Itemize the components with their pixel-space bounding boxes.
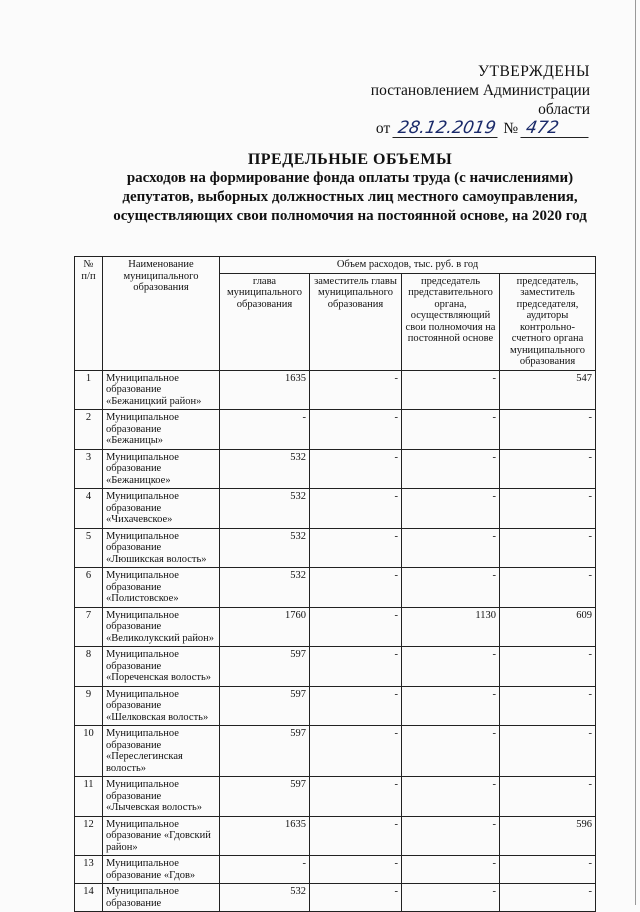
table-row xyxy=(75,449,596,489)
handwritten-number: 472 xyxy=(520,120,591,138)
row-audit-value: - xyxy=(500,528,596,568)
row-chairman-value: - xyxy=(402,686,500,726)
row-name: Муниципальное образование «Великолукский район» xyxy=(103,607,220,647)
row-head-value: 597 xyxy=(220,686,310,726)
row-name: Муниципальное образование «Полистовское» xyxy=(103,568,220,608)
row-audit-value: - xyxy=(500,686,596,726)
row-audit-value: - xyxy=(500,568,596,608)
row-chairman-value: - xyxy=(402,816,500,856)
row-name: Муниципальное образование «Люшикская волость» xyxy=(103,528,220,568)
row-audit-value: - xyxy=(500,489,596,529)
row-chairman-value: 1130 xyxy=(402,607,500,647)
row-number: 4 xyxy=(75,489,103,529)
row-head-value: 1635 xyxy=(220,816,310,856)
row-chairman-value: - xyxy=(402,528,500,568)
row-audit-value: 596 xyxy=(500,816,596,856)
row-deputy-value: - xyxy=(310,568,402,608)
row-number: 12 xyxy=(75,816,103,856)
title-line-2: расходов на формирование фонда оплаты труда (с начислениями) xyxy=(126,170,574,186)
row-audit-value: 609 xyxy=(500,607,596,647)
expenses-table xyxy=(74,256,596,912)
table-row xyxy=(75,607,596,647)
row-deputy-value: - xyxy=(310,528,402,568)
row-head-value: 532 xyxy=(220,884,310,912)
table-body xyxy=(75,370,596,912)
table-row xyxy=(75,726,596,777)
table-row xyxy=(75,884,596,912)
row-name: Муниципальное образование «Бежаницкий район» xyxy=(103,370,220,410)
row-deputy-value: - xyxy=(310,607,402,647)
document-title xyxy=(70,150,630,226)
row-head-value: 597 xyxy=(220,777,310,817)
row-head-value: - xyxy=(220,410,310,450)
row-head-value: - xyxy=(220,856,310,884)
row-chairman-value: - xyxy=(402,777,500,817)
row-deputy-value: - xyxy=(310,489,402,529)
row-number: 8 xyxy=(75,647,103,687)
row-head-value: 1760 xyxy=(220,607,310,647)
row-audit-value: - xyxy=(500,647,596,687)
from-label: от xyxy=(375,120,391,137)
table-row xyxy=(75,647,596,687)
row-number: 14 xyxy=(75,884,103,912)
row-number: 5 xyxy=(75,528,103,568)
row-name: Муниципальное образование «Переслегинская волость» xyxy=(103,726,220,777)
row-chairman-value: - xyxy=(402,726,500,777)
row-chairman-value: - xyxy=(402,449,500,489)
row-chairman-value: - xyxy=(402,647,500,687)
row-number: 2 xyxy=(75,410,103,450)
row-number: 6 xyxy=(75,568,103,608)
row-number: 11 xyxy=(75,777,103,817)
row-number: 3 xyxy=(75,449,103,489)
col-head-header: глава муниципального образования xyxy=(220,273,310,370)
row-name: Муниципальное образование «Лычевская волость» xyxy=(103,777,220,817)
row-name: Муниципальное образование «Чихачевское» xyxy=(103,489,220,529)
table-row xyxy=(75,410,596,450)
approved-label: УТВЕРЖДЕНЫ xyxy=(478,63,590,80)
row-head-value: 532 xyxy=(220,489,310,529)
row-name: Муниципальное образование «Бежаницкое» xyxy=(103,449,220,489)
row-head-value: 532 xyxy=(220,568,310,608)
row-deputy-value: - xyxy=(310,686,402,726)
row-number: 9 xyxy=(75,686,103,726)
col-deputy-header: заместитель главы муниципального образования xyxy=(310,273,402,370)
table-header-row xyxy=(75,257,596,274)
row-name: Муниципальное образование «Бежаницы» xyxy=(103,410,220,450)
row-audit-value: 547 xyxy=(500,370,596,410)
approval-block xyxy=(330,62,590,138)
row-deputy-value: - xyxy=(310,449,402,489)
title-line-4: осуществляющих свои полномочия на постоянной основе, на 2020 год xyxy=(113,208,587,224)
row-deputy-value: - xyxy=(310,370,402,410)
row-deputy-value: - xyxy=(310,777,402,817)
row-chairman-value: - xyxy=(402,568,500,608)
col-chairman-header: председатель представительного органа, осуществляющий свои полномочия на постоянной основе xyxy=(402,273,500,370)
title-line-3: депутатов, выборных должностных лиц местного самоуправления, xyxy=(122,189,578,205)
col-name-header: Наименование муниципального образования xyxy=(103,257,220,371)
title-line-1: ПРЕДЕЛЬНЫЕ ОБЪЕМЫ xyxy=(247,151,453,168)
row-deputy-value: - xyxy=(310,884,402,912)
col-num-header: № п/п xyxy=(75,257,103,371)
row-audit-value: - xyxy=(500,410,596,450)
row-chairman-value: - xyxy=(402,884,500,912)
table-row xyxy=(75,686,596,726)
number-label: № xyxy=(503,120,519,137)
row-chairman-value: - xyxy=(402,370,500,410)
row-deputy-value: - xyxy=(310,726,402,777)
table-row xyxy=(75,370,596,410)
table-row xyxy=(75,816,596,856)
row-name: Муниципальное образование «Гдовский район» xyxy=(103,816,220,856)
page-edge xyxy=(635,0,636,905)
table-row xyxy=(75,568,596,608)
row-number: 10 xyxy=(75,726,103,777)
table-row xyxy=(75,489,596,529)
row-head-value: 1635 xyxy=(220,370,310,410)
row-deputy-value: - xyxy=(310,647,402,687)
row-audit-value: - xyxy=(500,449,596,489)
row-deputy-value: - xyxy=(310,410,402,450)
row-number: 13 xyxy=(75,856,103,884)
row-chairman-value: - xyxy=(402,410,500,450)
row-audit-value: - xyxy=(500,856,596,884)
col-audit-header: председатель, заместитель председателя, аудиторы контрольно-счетного органа муниципального образования xyxy=(500,273,596,370)
table-row xyxy=(75,777,596,817)
row-name: Муниципальное образование «Пореченская волость» xyxy=(103,647,220,687)
row-head-value: 532 xyxy=(220,528,310,568)
decree-label: постановлением Администрации области xyxy=(370,82,590,118)
row-head-value: 597 xyxy=(220,647,310,687)
row-chairman-value: - xyxy=(402,489,500,529)
decree-date-line xyxy=(330,119,590,138)
table-row xyxy=(75,856,596,884)
row-audit-value: - xyxy=(500,884,596,912)
row-name: Муниципальное образование xyxy=(103,884,220,912)
row-name: Муниципальное образование «Гдов» xyxy=(103,856,220,884)
row-chairman-value: - xyxy=(402,856,500,884)
row-audit-value: - xyxy=(500,777,596,817)
row-head-value: 597 xyxy=(220,726,310,777)
row-number: 1 xyxy=(75,370,103,410)
row-deputy-value: - xyxy=(310,816,402,856)
row-deputy-value: - xyxy=(310,856,402,884)
handwritten-date: 28.12.2019 xyxy=(393,120,502,138)
table-row xyxy=(75,528,596,568)
row-head-value: 532 xyxy=(220,449,310,489)
row-number: 7 xyxy=(75,607,103,647)
row-audit-value: - xyxy=(500,726,596,777)
row-name: Муниципальное образование «Шелковская волость» xyxy=(103,686,220,726)
col-volume-header: Объем расходов, тыс. руб. в год xyxy=(220,257,596,274)
